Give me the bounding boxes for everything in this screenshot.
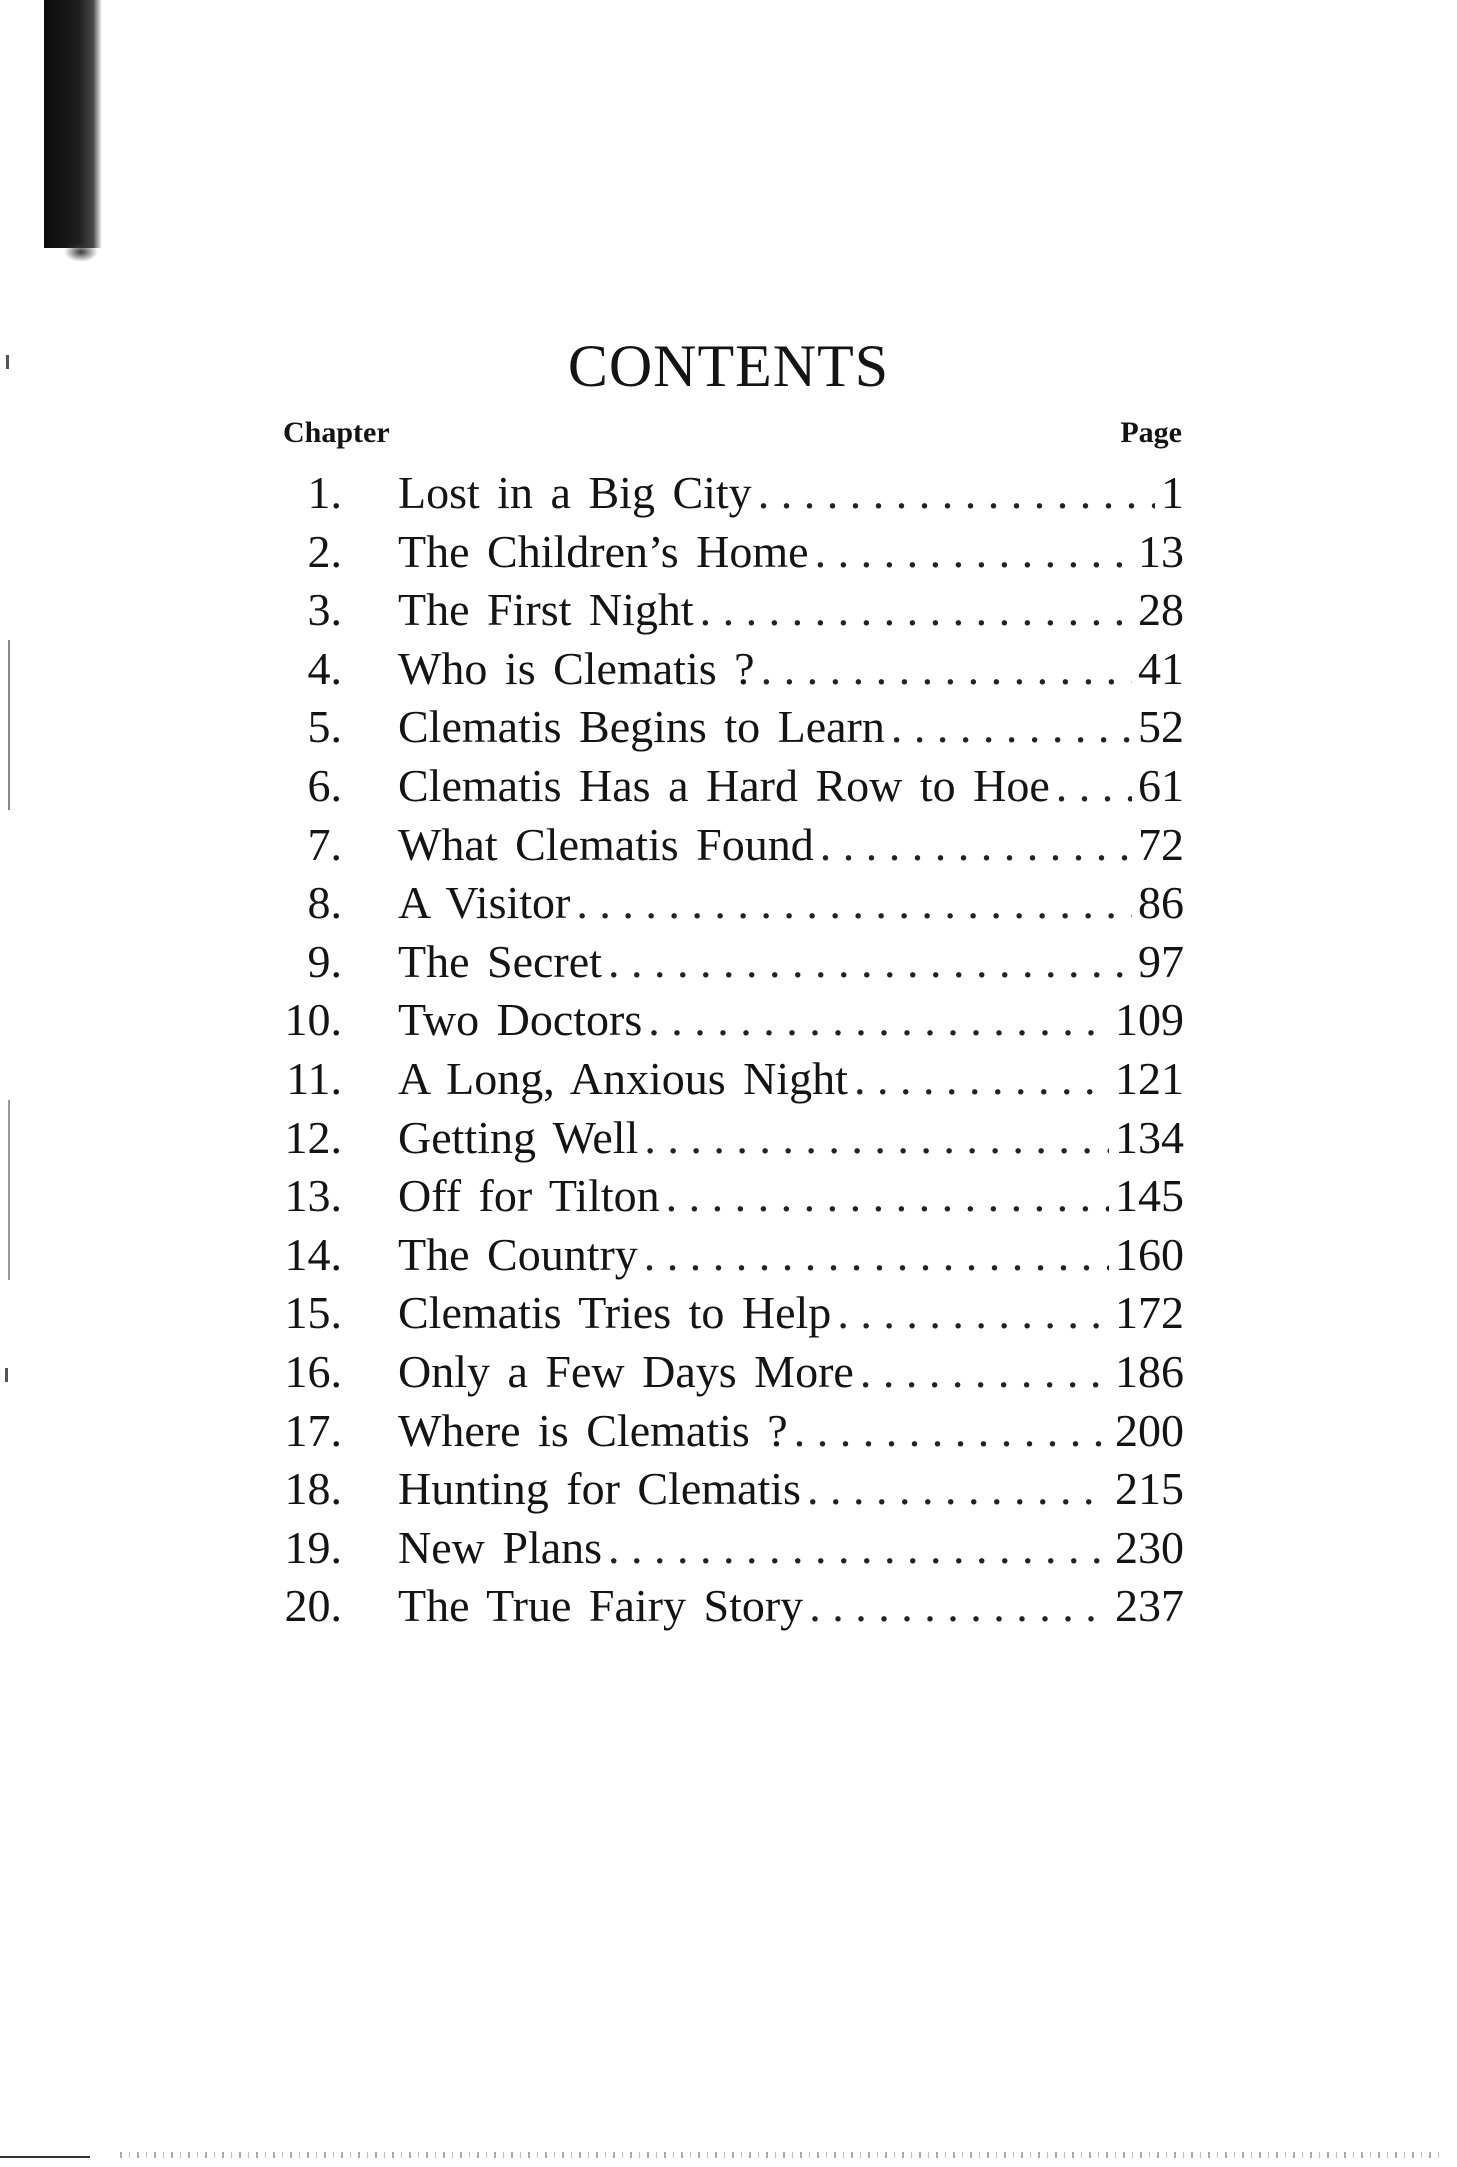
binding-shadow: [44, 0, 102, 248]
toc-entry: [270, 759, 1184, 817]
chapter-title-cell: [398, 1345, 1109, 1398]
chapter-number: 10.: [284, 994, 342, 1046]
scan-mark: [8, 1100, 10, 1280]
chapter-title: What Clematis Found: [398, 818, 814, 870]
toc-entry: [270, 1052, 1184, 1110]
dot-leader: [638, 1111, 1109, 1164]
page-number: 109: [1115, 994, 1184, 1046]
chapter-title-cell: [398, 1052, 1109, 1105]
toc-entry: [270, 876, 1184, 934]
toc-entry: [270, 993, 1184, 1051]
toc-entry: [270, 1111, 1184, 1169]
chapter-title-cell: [398, 935, 1132, 988]
chapter-number: 9.: [307, 935, 342, 987]
toc-entry: [270, 1404, 1184, 1462]
chapter-number: 11.: [286, 1053, 342, 1104]
chapter-number: 7.: [307, 818, 342, 870]
chapter-title: Lost in a Big City: [398, 467, 752, 518]
chapter-title: New Plans: [398, 1521, 603, 1573]
toc-entry: [270, 642, 1184, 700]
dot-leader: [694, 583, 1132, 636]
dot-leader: [752, 466, 1155, 519]
chapter-title: The First Night: [398, 584, 694, 636]
chapter-number: 6.: [307, 760, 342, 811]
chapter-title-cell: [398, 583, 1132, 636]
chapter-title: Clematis Begins to Learn: [398, 701, 885, 753]
chapter-title: A Long, Anxious Night: [398, 1053, 848, 1104]
chapter-number: 1.: [307, 467, 342, 518]
chapter-title: The True Fairy Story: [398, 1580, 804, 1632]
chapter-title: Where is Clematis ?: [398, 1404, 788, 1456]
chapter-number: 12.: [284, 1111, 342, 1163]
scan-rule: [0, 2156, 90, 2158]
chapter-number: 18.: [284, 1463, 342, 1515]
chapter-title-cell: [398, 700, 1132, 753]
dot-leader: [885, 700, 1132, 753]
toc-entry: [270, 700, 1184, 758]
chapter-title-cell: [398, 1111, 1109, 1164]
chapter-title: The Country: [398, 1228, 638, 1280]
chapter-title-cell: [398, 876, 1132, 929]
page-number: 215: [1115, 1463, 1184, 1515]
chapter-title-cell: [398, 1228, 1109, 1281]
page-number: 134: [1115, 1111, 1184, 1163]
dot-leader: [788, 1404, 1109, 1457]
chapter-number: 19.: [284, 1521, 342, 1573]
dot-leader: [602, 935, 1132, 988]
chapter-title: Clematis Tries to Help: [398, 1287, 832, 1339]
page-number: 1: [1161, 467, 1184, 518]
chapter-number: 20.: [284, 1580, 342, 1632]
chapter-title-cell: [398, 1169, 1109, 1222]
chapter-title-cell: [398, 1404, 1109, 1457]
scan-mark: [5, 1368, 8, 1382]
page-number: 237: [1115, 1580, 1184, 1632]
dot-leader: [801, 1462, 1109, 1515]
scan-specks: [120, 2152, 1440, 2158]
dot-leader: [848, 1052, 1109, 1105]
page-number: 61: [1138, 760, 1184, 811]
toc-entry: [270, 1169, 1184, 1227]
page-number: 160: [1115, 1228, 1184, 1280]
chapter-title-cell: [398, 1462, 1109, 1515]
chapter-title-cell: [398, 1286, 1109, 1339]
toc-entry: [270, 1521, 1184, 1579]
toc-entry: [270, 525, 1184, 583]
page-number: 41: [1138, 642, 1184, 694]
page-number: 97: [1138, 935, 1184, 987]
chapter-title: Only a Few Days More: [398, 1346, 854, 1397]
page-number: 13: [1138, 525, 1184, 577]
dot-leader: [642, 993, 1109, 1046]
chapter-title: A Visitor: [398, 877, 571, 929]
chapter-number: 14.: [284, 1228, 342, 1280]
page-number: 72: [1138, 818, 1184, 870]
chapter-title: Getting Well: [398, 1111, 639, 1163]
page-number: 52: [1138, 701, 1184, 753]
page-number: 200: [1115, 1404, 1184, 1456]
chapter-title-cell: [398, 1521, 1109, 1574]
chapter-title: Hunting for Clematis: [398, 1463, 801, 1515]
page-number: 172: [1115, 1287, 1184, 1339]
toc-entry: [270, 1579, 1184, 1637]
toc-entry: [270, 466, 1184, 524]
chapter-title: Two Doctors: [398, 994, 643, 1046]
chapter-number: 16.: [284, 1346, 342, 1397]
page-number: 121: [1115, 1053, 1184, 1104]
dot-leader: [638, 1228, 1109, 1281]
page-number: 86: [1138, 877, 1184, 929]
chapter-number: 8.: [307, 877, 342, 929]
chapter-number: 3.: [307, 584, 342, 636]
chapter-title-cell: [398, 525, 1132, 578]
toc-entry: [270, 1345, 1184, 1403]
dot-leader: [602, 1521, 1109, 1574]
chapter-number: 15.: [284, 1287, 342, 1339]
dot-leader: [660, 1169, 1109, 1222]
toc-entry: [270, 935, 1184, 993]
chapter-number: 13.: [284, 1170, 342, 1222]
chapter-title: Off for Tilton: [398, 1170, 660, 1222]
dot-leader: [1050, 759, 1132, 812]
chapter-column-header: Chapter: [283, 416, 390, 449]
toc-entry: [270, 1286, 1184, 1344]
dot-leader: [814, 818, 1132, 871]
dot-leader: [809, 525, 1132, 578]
chapter-number: 5.: [307, 701, 342, 753]
dot-leader: [831, 1286, 1109, 1339]
dot-leader: [803, 1579, 1109, 1632]
chapter-title-cell: [398, 993, 1109, 1046]
toc-entry: [270, 1228, 1184, 1286]
chapter-title: Who is Clematis ?: [398, 642, 755, 694]
chapter-title: The Secret: [398, 935, 602, 987]
toc-entry: [270, 583, 1184, 641]
chapter-title-cell: [398, 466, 1155, 519]
page-number: 186: [1115, 1346, 1184, 1397]
chapter-title-cell: [398, 642, 1132, 695]
dot-leader: [755, 642, 1132, 695]
chapter-number: 4.: [307, 642, 342, 694]
page-column-header: Page: [1120, 416, 1182, 449]
page-number: 230: [1115, 1521, 1184, 1573]
scan-mark: [8, 640, 10, 810]
page-number: 28: [1138, 584, 1184, 636]
toc-entry: [270, 818, 1184, 876]
page-number: 145: [1115, 1170, 1184, 1222]
chapter-title-cell: [398, 759, 1132, 812]
chapter-title: The Children’s Home: [398, 525, 809, 577]
chapter-title: Clematis Has a Hard Row to Hoe: [398, 760, 1050, 811]
page-title: CONTENTS: [567, 333, 890, 400]
chapter-title-cell: [398, 1579, 1109, 1632]
dot-leader: [570, 876, 1132, 929]
chapter-number: 17.: [284, 1404, 342, 1456]
chapter-title-cell: [398, 818, 1132, 871]
chapter-number: 2.: [307, 525, 342, 577]
dot-leader: [854, 1345, 1109, 1398]
toc-entry: [270, 1462, 1184, 1520]
